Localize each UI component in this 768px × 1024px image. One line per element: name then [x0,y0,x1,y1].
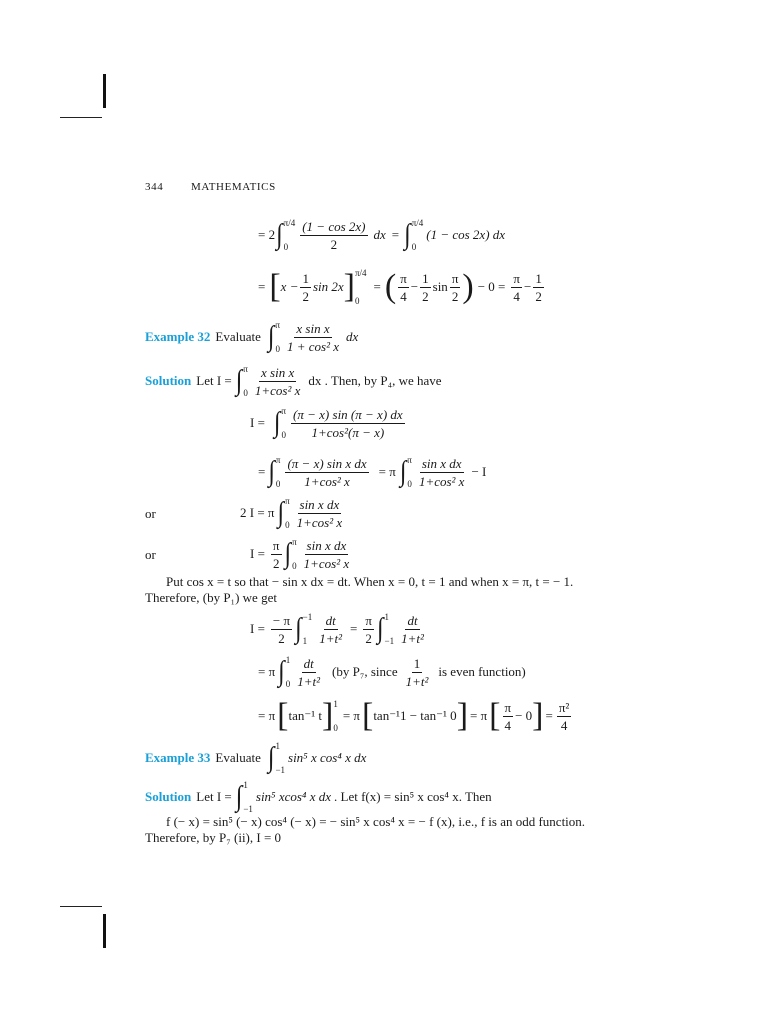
word-or: or [145,547,156,562]
crop-mark-top-horizontal [60,117,102,118]
page-number: 344 [145,181,164,193]
equation-step-5: 2 I = π ∫ π 0 $\frac{\text{sin x dx}}{\text{1+cos² x}}$ [240,496,343,530]
equation-step-3: I = ∫ π 0 $\frac{(\pi - x) \sin (\pi - x) dx}{\text{1+cos²(π − x)}}$ [250,406,403,440]
crop-mark-bottom-vertical [103,914,106,948]
page-header-subject: MATHEMATICS [191,181,276,193]
crop-mark-bottom-horizontal [60,906,102,907]
solution-33-intro: Solution Let I = ∫ 1 −1 sin⁵ xcos⁴ x dx . Let f(x) = sin⁵ x cos⁴ x. Then [145,780,492,814]
fraction: $\frac{(1 - \cos 2x)}{2}$ [302,218,366,252]
solution-32-intro: Solution Let I = ∫ π 0 $\frac{\text{x sin x}}{\text{1+cos² x}}$ dx . Then, by P₄, we have [145,364,442,398]
equation-step-8: = π ∫ 1 0 $\frac{dt}{\text{1+t²}}$ (by P₇, since $\frac{1}{\text{1+t²}}$ is even function) [258,655,526,689]
example-32: Example 32 Evaluate ∫ π 0 $\frac{\text{x sin x}}{\text{1 + cos² x}}$ dx [145,320,359,354]
equation-step-2: = [ x − $\frac{1}{2}$ sin 2x ] π/4 0 = ( $\frac{\pi}{4}$ − $\frac{1}{2}$ sin $\frac{\pi}{2}$ ) − 0 = $\frac{\pi}{4}$ − $\frac{1}{2}$ [258,268,542,306]
solution-label: Solution [145,789,192,804]
example-label: Example 33 [145,750,211,765]
example-label: Example 32 [145,329,211,344]
integral-sign: ∫ [276,219,283,251]
equation-step-6: I = $\frac{\pi}{2}$ ∫ π 0 $\frac{\text{sin x dx}}{\text{1+cos² x}}$ [250,537,350,571]
equation-step-1: = 2 ∫ π/4 0 $\frac{(1 - \cos 2x)}{2}$ dx = ∫ π/4 0 (1 − cos 2x) dx [258,218,506,252]
example-33: Example 33 Evaluate ∫ 1 −1 sin⁵ x cos⁴ x dx [145,741,367,775]
equation-step-4: = ∫ π 0 $\frac{\text{(π − x) sin x dx}}{\text{1+cos² x}}$ = π ∫ π 0 $\frac{\text{sin x dx}}{\text{1+cos² x}}$ − I [258,455,487,489]
equation-step-7: I = $\frac{- \pi}{2}$ ∫ −1 1 $\frac{dt}{\text{1+t²}}$ = $\frac{\pi}{2}$ ∫ 1 −1 $\frac{dt}{\text{1+t²}}$ [250,612,424,646]
equation-step-9: = π [ tan⁻¹ t ] 1 0 = π [ tan⁻¹1 − tan⁻¹ 0 ] = π [ $\frac{\pi}{4}$ − 0 ] = $\frac{\text{π²}}{4}$ [258,697,570,734]
paragraph-substitution: Put cos x = t so that − sin x dx = dt. When x = 0, t = 1 and when x = π, t = − 1. [166,574,574,589]
word-or: or [145,506,156,521]
solution-label: Solution [145,373,192,388]
paragraph-conclusion: Therefore, by P₇ (ii), I = 0 [145,830,282,845]
crop-mark-top-vertical [103,74,106,108]
paragraph-substitution-cont: Therefore, (by P₁) we get [145,590,277,605]
paragraph-odd-function: f (− x) = sin⁵ (− x) cos⁴ (− x) = − sin⁵ x cos⁴ x = − f (x), i.e., f is an odd function. [166,814,586,829]
